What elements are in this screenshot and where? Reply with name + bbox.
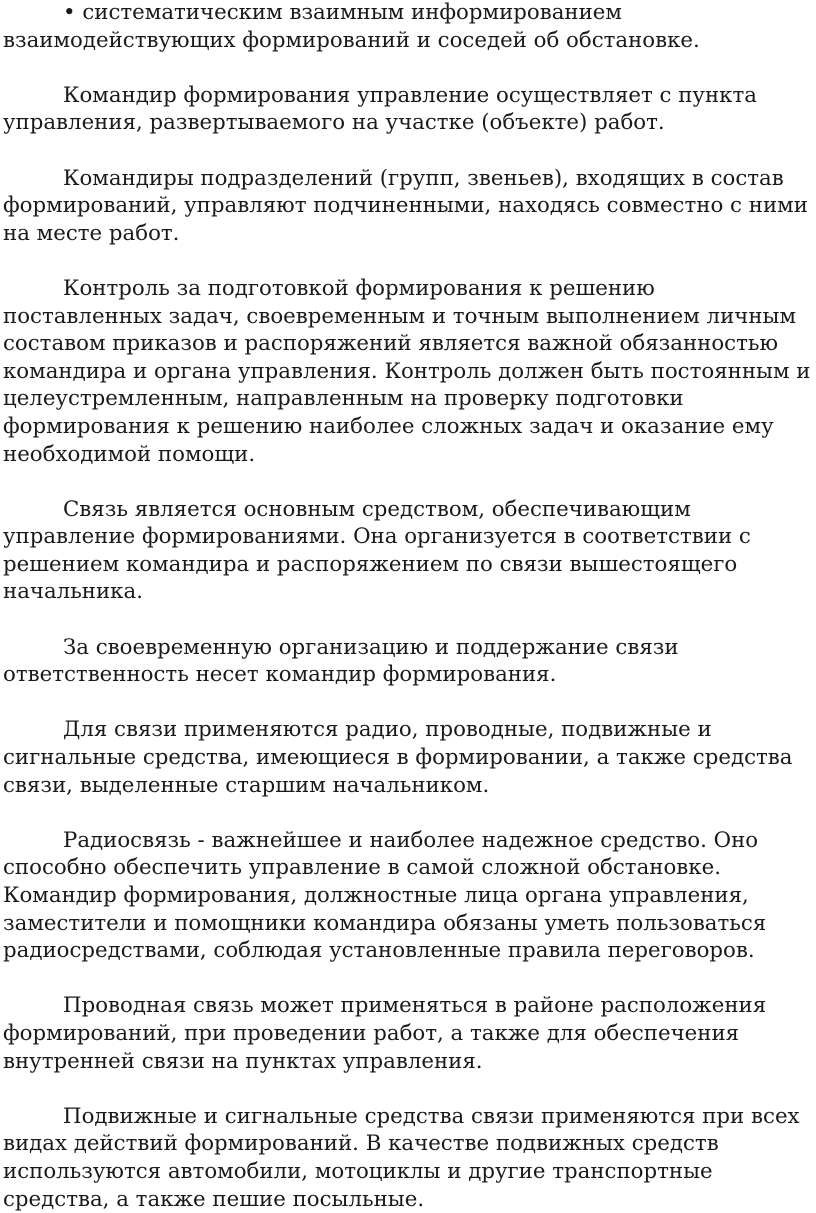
paragraph-means-of-communication: Для связи применяются радио, проводные, подвижные и сигнальные средства, имеющиеся в формировании, а также средства связи, выделенные старшим начальником. xyxy=(3,717,793,798)
paragraph-control: Контроль за подготовкой формирования к решению поставленных задач, своевременным и точным выполнением личным составом приказов и распоряжений является важной обязанностью командира и органа управления. Контроль должен быть постоянным и целеустремленным, направленным на проверку подготовки формирования к решению наиболее сложных задач и оказание ему необходимой помощи. xyxy=(3,275,811,467)
paragraph-responsibility: За своевременную организацию и поддержание связи ответственность несет командир формирования. xyxy=(3,634,679,688)
paragraph-bullet-info-exchange: • систематическим взаимным информированием взаимодействующих формирований и соседей об обстановке. xyxy=(3,0,700,53)
paragraph-radio: Радиосвязь - важнейшее и наиболее надежное средство. Оно способно обеспечить управление в самой сложной обстановке. Командир формирования, должностные лица органа управления, заместители и помощники командира обязаны уметь пользоваться радиосредствами, соблюдая установленные правила переговоров. xyxy=(3,827,767,964)
paragraph-command-post: Командир формирования управление осуществляет с пункта управления, развертываемого на участке (объекте) работ. xyxy=(3,82,757,136)
paragraph-wired: Проводная связь может применяться в районе расположения формирований, при проведении работ, а также для обеспечения внутренней связи на пунктах управления. xyxy=(3,993,767,1074)
paragraph-communication: Связь является основным средством, обеспечивающим управление формированиями. Она организуется в соответствии с решением командира и распоряжением по связи вышестоящего начальника. xyxy=(3,496,751,605)
paragraph-mobile-signal: Подвижные и сигнальные средства связи применяются при всех видах действий формирований. В качестве подвижных средств используются автомобили, мотоциклы и другие транспортные средства, а также пешие посыльные. xyxy=(3,1103,800,1212)
paragraph-subunit-commanders: Командиры подразделений (групп, звеньев), входящих в состав формирований, управляют подчиненными, находясь совместно с ними на месте работ. xyxy=(3,165,808,246)
